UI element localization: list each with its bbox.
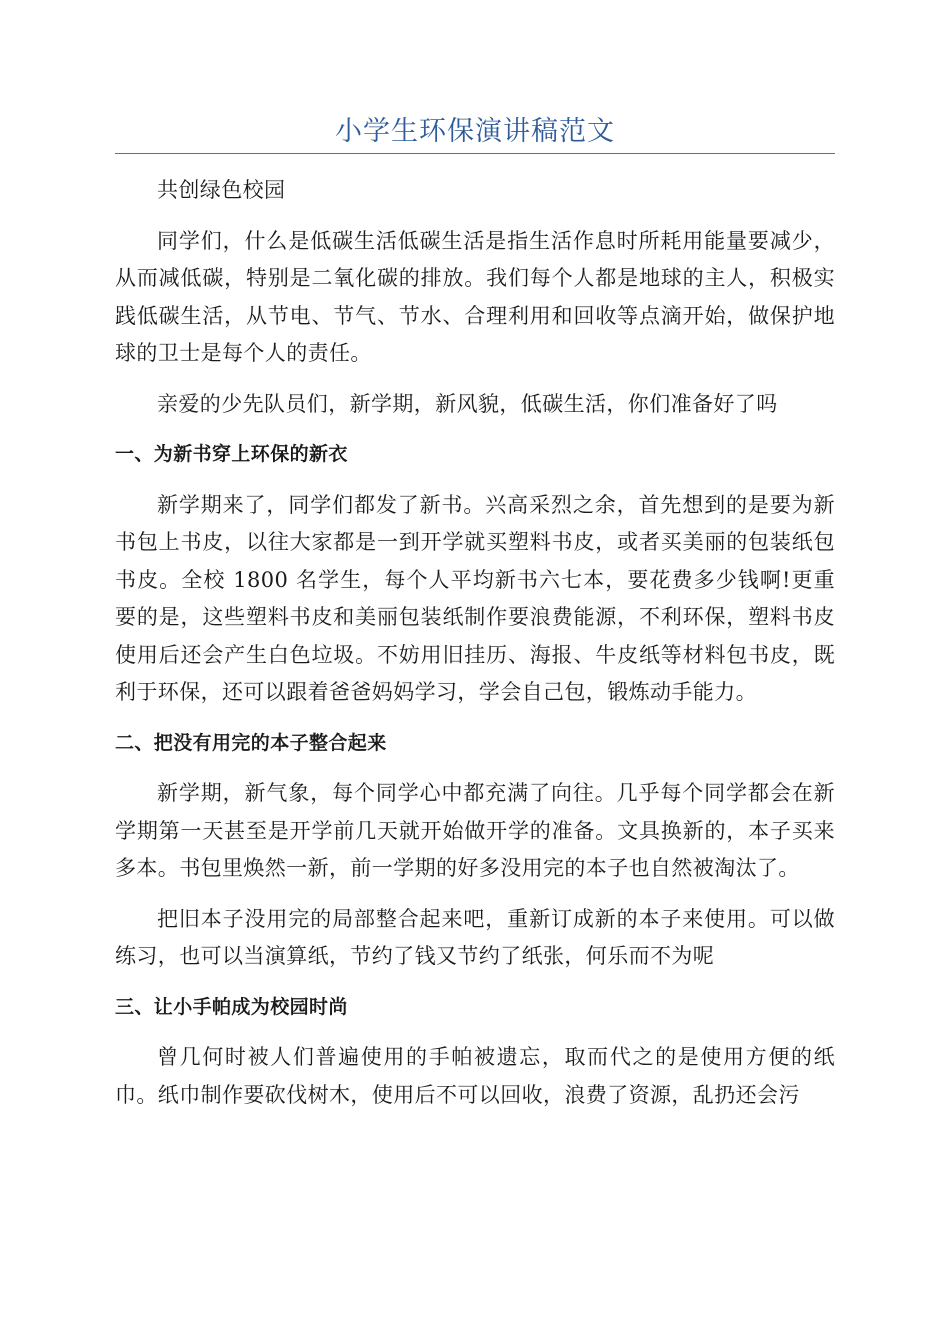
- section-paragraph: 把旧本子没用完的局部整合起来吧，重新订成新的本子来使用。可以做练习，也可以当演算纸，节约了钱又节约了纸张，何乐而不为呢: [115, 906, 835, 968]
- section-heading: 一、为新书穿上环保的新衣: [115, 443, 348, 465]
- document-body: [115, 172, 835, 1127]
- intro-paragraph: 同学们，什么是低碳生活低碳生活是指生活作息时所耗用能量要减少，从而减低碳，特别是二氧化碳的排放。我们每个人都是地球的主人，积极实践低碳生活，从节电、节气、节水、合理利用和回收等点滴开始，做保护地球的卫士是每个人的责任。: [115, 228, 835, 365]
- section-heading: 三、让小手帕成为校园时尚: [115, 995, 348, 1018]
- title-underline: [115, 153, 835, 154]
- section-paragraph: 新学期，新气象，每个同学心中都充满了向往。几乎每个同学都会在新学期第一天甚至是开学前几天就开始做开学的准备。文具换新的，本子买来多本。书包里焕然一新，前一学期的好多没用完的本子也自然被淘汰了。: [115, 781, 835, 880]
- intro-paragraph: 亲爱的少先队员们，新学期，新风貌，低碳生活，你们准备好了吗: [157, 391, 778, 416]
- document-title: 小学生环保演讲稿范文: [335, 116, 615, 147]
- subtitle-paragraph: 共创绿色校园: [157, 178, 286, 202]
- section-heading: 二、把没有用完的本子整合起来: [115, 731, 387, 754]
- section-paragraph: 新学期来了，同学们都发了新书。兴高采烈之余，首先想到的是要为新书包上书皮，以往大家都是一到开学就买塑料书皮，或者买美丽的包装纸包书皮。全校 1800 名学生，每个人平均新书六七本，要花费多少钱啊!更重要的是，这些塑料书皮和美丽包装纸制作要浪费能源，不利环保，塑料书皮使用后还会产生白色垃圾。不妨用旧挂历、海报、牛皮纸等材料包书皮，既利于环保，还可以跟着爸爸妈妈学习，学会自己包，锻炼动手能力。: [115, 492, 835, 704]
- section-paragraph: 曾几何时被人们普遍使用的手帕被遗忘，取而代之的是使用方便的纸巾。纸巾制作要砍伐树木，使用后不可以回收，浪费了资源，乱扔还会污: [115, 1045, 835, 1107]
